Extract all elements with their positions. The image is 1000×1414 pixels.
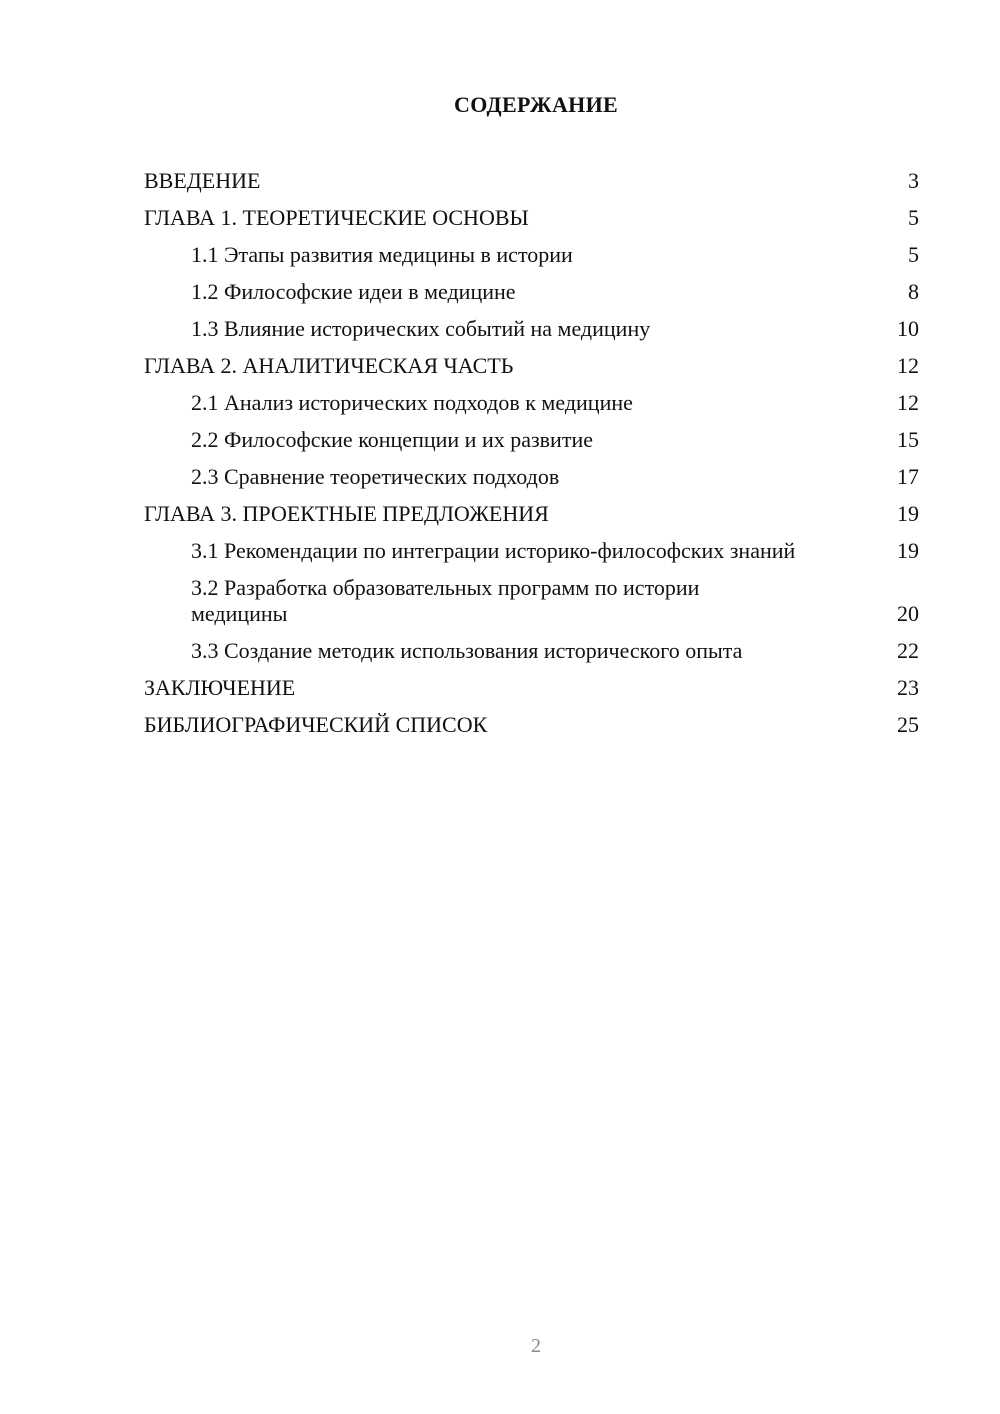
toc-entry-section-1-1[interactable] (144, 242, 919, 268)
toc-entry-page: 25 (897, 712, 919, 737)
toc-entry-chapter-3[interactable] (144, 501, 919, 527)
page-number: 2 (531, 1335, 541, 1357)
toc-entry-title: 1.1 Этапы развития медицины в истории (191, 242, 573, 267)
toc-entry-page: 23 (897, 675, 919, 700)
toc-entry-page: 10 (897, 316, 919, 341)
toc-entry-introduction[interactable] (144, 168, 919, 194)
toc-entry-title: 1.3 Влияние исторических событий на медицину (191, 316, 651, 341)
toc-entry-page: 5 (908, 242, 919, 267)
toc-entry-title: 2.1 Анализ исторических подходов к медицине (191, 390, 633, 415)
toc-entry-page: 8 (908, 279, 919, 304)
toc-entry-title: ВВЕДЕНИЕ (144, 168, 261, 193)
toc-entry-title: ЗАКЛЮЧЕНИЕ (144, 675, 296, 700)
toc-entry-page: 12 (897, 390, 919, 415)
toc-entry-section-2-1[interactable] (144, 390, 919, 416)
toc-entry-section-2-2[interactable] (144, 427, 919, 453)
toc-entry-chapter-2[interactable] (144, 353, 919, 379)
toc-entry-title: БИБЛИОГРАФИЧЕСКИЙ СПИСОК (144, 712, 488, 737)
toc-entry-page: 15 (897, 427, 919, 452)
toc-entry-page: 22 (897, 638, 919, 663)
page-title: СОДЕРЖАНИЕ (454, 92, 618, 117)
table-of-contents (144, 168, 919, 749)
toc-entry-section-1-2[interactable] (144, 279, 919, 305)
toc-entry-title: ГЛАВА 2. АНАЛИТИЧЕСКАЯ ЧАСТЬ (144, 353, 514, 378)
toc-entry-page: 12 (897, 353, 919, 378)
toc-entry-section-2-3[interactable] (144, 464, 919, 490)
toc-entry-section-1-3[interactable] (144, 316, 919, 342)
toc-entry-bibliography[interactable] (144, 712, 919, 738)
toc-entry-title: 3.1 Рекомендации по интеграции историко-философских знаний (191, 538, 796, 563)
toc-entry-title: 2.3 Сравнение теоретических подходов (191, 464, 560, 489)
toc-entry-title: 2.2 Философские концепции и их развитие (191, 427, 593, 452)
toc-entry-page: 5 (908, 205, 919, 230)
toc-entry-page: 19 (897, 501, 919, 526)
toc-entry-page: 20 (897, 601, 919, 626)
toc-entry-section-3-2[interactable] (144, 575, 919, 627)
toc-entry-title: ГЛАВА 1. ТЕОРЕТИЧЕСКИЕ ОСНОВЫ (144, 205, 529, 230)
toc-entry-title: 3.3 Создание методик использования исторического опыта (191, 638, 743, 663)
toc-entry-conclusion[interactable] (144, 675, 919, 701)
toc-entry-page: 3 (908, 168, 919, 193)
toc-entry-chapter-1[interactable] (144, 205, 919, 231)
toc-entry-title: 1.2 Философские идеи в медицине (191, 279, 516, 304)
toc-entry-page: 17 (897, 464, 919, 489)
toc-entry-section-3-3[interactable] (144, 638, 919, 664)
toc-entry-page: 19 (897, 538, 919, 563)
toc-entry-section-3-1[interactable] (144, 538, 919, 564)
toc-entry-title: ГЛАВА 3. ПРОЕКТНЫЕ ПРЕДЛОЖЕНИЯ (144, 501, 549, 526)
toc-entry-title: 3.2 Разработка образовательных программ по истории медицины (191, 575, 700, 626)
